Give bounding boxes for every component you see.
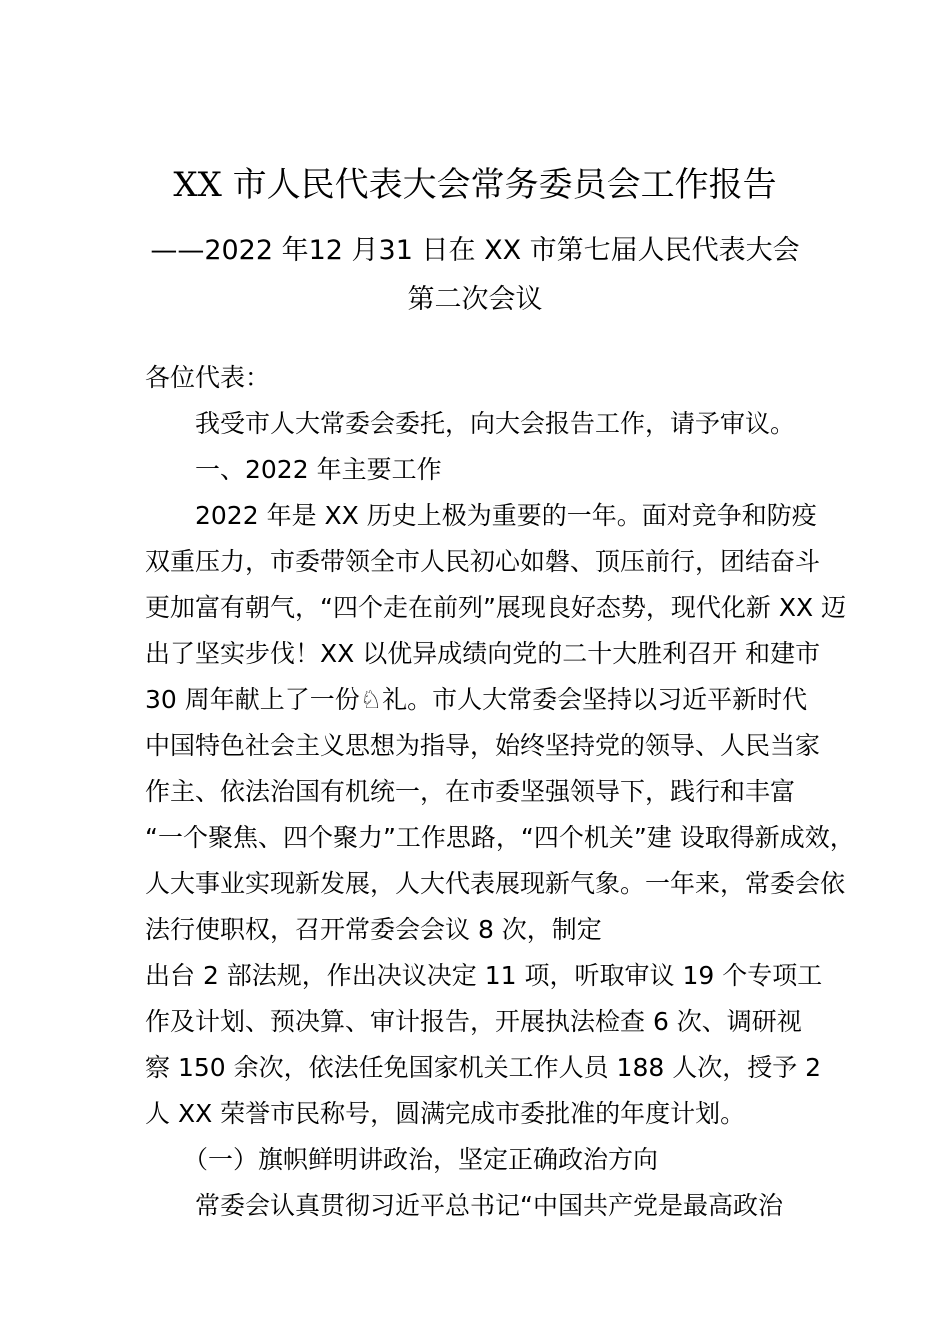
body-line: 中国特色社会主义思想为指导，始终坚持党的领导、人民当家 <box>145 731 821 760</box>
document-title: XX 市人民代表大会常务委员会工作报告 <box>173 165 777 205</box>
body-line: 作主、依法治国有机统一，在市委坚强领导下，践行和丰富 <box>145 777 796 806</box>
document-subtitle-line-2: 第二次会议 <box>407 284 543 315</box>
salutation: 各位代表： <box>145 363 271 392</box>
subsection-heading: （一）旗帜鲜明讲政治，坚定正确政治方向 <box>183 1145 659 1174</box>
body-line: 2022 年是 XX 历史上极为重要的一年。面对竞争和防疫 <box>195 501 817 530</box>
body-line: 双重压力，市委带领全市人民初心如磐、顶压前行，团结奋斗 <box>145 547 821 576</box>
body-line: 30 周年献上了一份♘礼。市人大常委会坚持以习近平新时代 <box>145 685 808 714</box>
body-line: 人大事业实现新发展，人大代表展现新气象。一年来，常委会依 <box>145 869 846 898</box>
body-line: 法行使职权，召开常委会会议 8 次，制定 <box>145 915 602 944</box>
section-heading: 一、2022 年主要工作 <box>195 455 442 484</box>
body-line: 察 150 余次，依法任免国家机关工作人员 188 人次，授予 2 <box>145 1053 822 1082</box>
body-line: 出台 2 部法规，作出决议决定 11 项，听取审议 19 个专项工 <box>145 961 823 990</box>
body-line: 常委会认真贯彻习近平总书记“中国共产党是最高政治 <box>195 1191 783 1220</box>
body-line: 人 XX 荣誉市民称号，圆满完成市委批准的年度计划。 <box>145 1099 746 1128</box>
body-line: 更加富有朝气，“四个走在前列”展现良好态势，现代化新 XX 迈 <box>145 593 847 622</box>
body-line: 出了坚实步伐！XX 以优异成绩向党的二十大胜利召开 和建市 <box>145 639 821 668</box>
document-subtitle-line-1: ——2022 年12 月31 日在 XX 市第七届人民代表大会 <box>150 235 800 266</box>
body-line: 作及计划、预决算、审计报告，开展执法检查 6 次、调研视 <box>145 1007 802 1036</box>
body-line: 我受市人大常委会委托，向大会报告工作，请予审议。 <box>195 409 796 438</box>
body-line: “一个聚焦、四个聚力”工作思路，“四个机关”建 设取得新成效， <box>145 823 855 852</box>
document-body <box>145 355 855 1229</box>
